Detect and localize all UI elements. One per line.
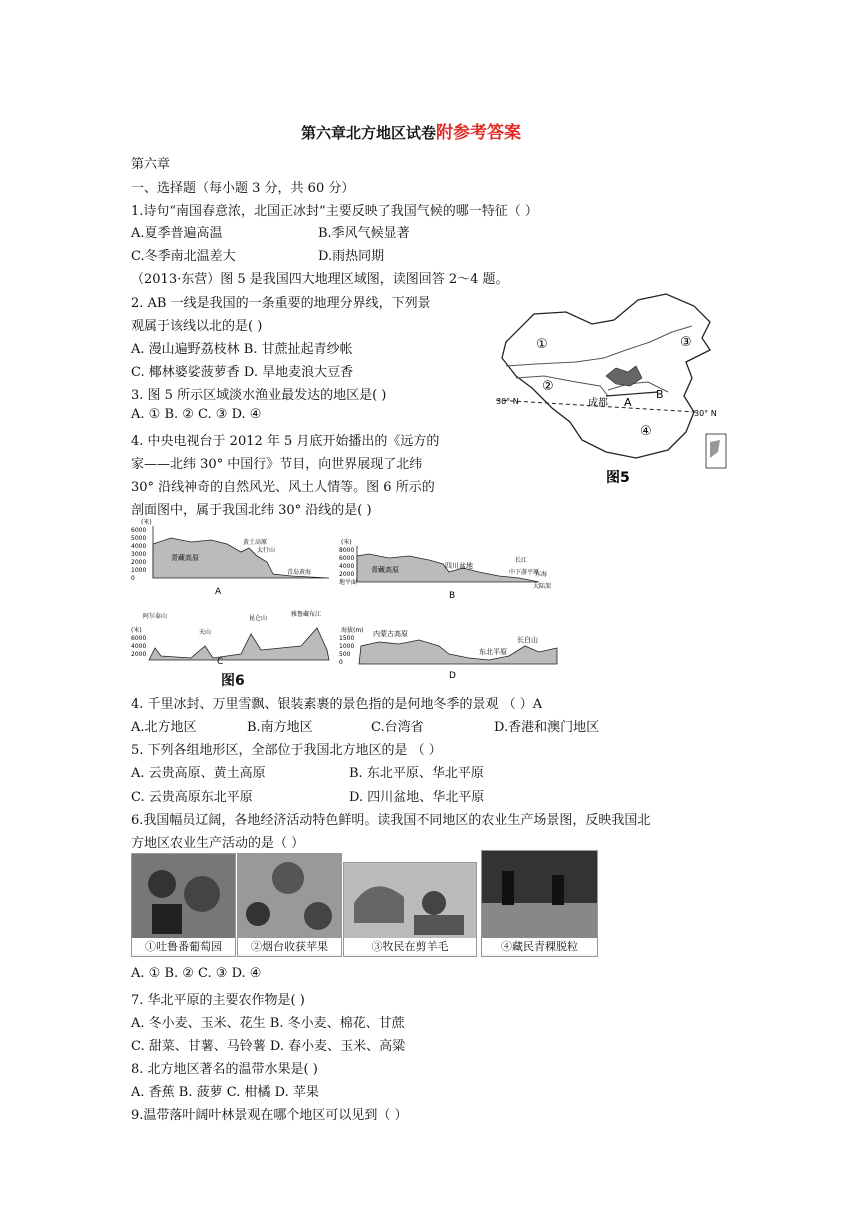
profile-b-tick: 地平面 [339, 579, 358, 586]
question-3: 3. 图 5 所示区域淡水渔业最发达的地区是( ) [131, 388, 387, 403]
photo-apple-harvest [237, 853, 342, 957]
profile-d-tick: 500 [339, 651, 351, 658]
profile-a-label: 青藏高原 [171, 554, 199, 562]
profile-c-tick: 6000 [131, 635, 147, 642]
profile-d-tick: 0 [339, 659, 343, 666]
profile-c-tick: 4000 [131, 643, 147, 650]
profile-d-unit: 海拔(m) [341, 627, 364, 634]
photo-sheep-shearing [343, 862, 477, 957]
map-point-b: B [656, 388, 664, 401]
q3-options: A. ① B. ② C. ③ D. ④ [131, 407, 262, 422]
map-region-2: ② [542, 379, 554, 394]
question-6: 6.我国幅员辽阔，各地经济活动特色鲜明。读我国不同地区的农业生产场景图，反映我国北 [131, 813, 651, 828]
photo-grape-orchard [131, 853, 236, 957]
question-4-cont2: 30° 沿线神奇的自然风光、风土人情等。图 6 所示的 [131, 480, 435, 495]
map-caption: 图5 [606, 470, 630, 486]
photo-1-caption: ①吐鲁番葡萄园 [132, 938, 235, 954]
profile-c-tick: 2000 [131, 651, 147, 658]
question-2: 2. AB 一线是我国的一条重要的地理分界线，下列景 [131, 296, 431, 311]
photo-4-caption: ④藏民青稞脱粒 [482, 938, 597, 954]
q8-options: A. 香蕉 B. 菠萝 C. 柑橘 D. 苹果 [131, 1085, 319, 1100]
profile-c-letter: C [217, 657, 224, 666]
q2-options-ab: A. 漫山遍野荔枝林 B. 甘蔗扯起青纱帐 [131, 342, 353, 357]
profile-b-label: 大陆架 [533, 583, 552, 590]
q7-options-ab: A. 冬小麦、玉米、花生 B. 冬小麦、棉花、甘蔗 [131, 1016, 405, 1031]
photo-2-caption: ②烟台收获苹果 [238, 938, 341, 954]
profile-b [339, 538, 557, 600]
question-7: 7. 华北平原的主要农作物是( ) [131, 993, 305, 1008]
question-6-cont: 方地区农业生产活动的是（ ） [131, 836, 305, 851]
profile-b-tick: 2000 [339, 571, 355, 578]
title-answer-tag: 附参考答案 [436, 123, 522, 143]
profile-b-label: 青藏高原 [371, 566, 399, 574]
question-2-cont: 观属于该线以北的是( ) [131, 319, 263, 334]
map-region-3: ③ [680, 335, 692, 350]
profile-d [339, 626, 559, 682]
profile-c-label: 天山 [199, 629, 212, 636]
q4b-option-a: A.北方地区 [131, 720, 197, 735]
profile-a-tick: 3000 [131, 551, 147, 558]
profile-b-unit: (米) [341, 539, 352, 546]
figure-5-map [496, 292, 728, 488]
page-title [301, 118, 521, 143]
profile-b-tick: 6000 [339, 555, 355, 562]
profile-a-label: 青岛黄海 [287, 569, 312, 576]
q6-options: A. ① B. ② C. ③ D. ④ [131, 966, 262, 981]
profile-d-label: 长白山 [517, 636, 538, 644]
question-8: 8. 北方地区著名的温带水果是( ) [131, 1062, 318, 1077]
question-4: 4. 中央电视台于 2012 年 5 月底开始播出的《远方的 [131, 434, 440, 449]
map-lat-right: 30° N [694, 409, 717, 418]
profile-a-tick: 4000 [131, 543, 147, 550]
profile-a [131, 516, 331, 598]
q5-option-d: D. 四川盆地、华北平原 [349, 790, 485, 805]
profile-a-tick: 6000 [131, 527, 147, 534]
question-5: 5. 下列各组地形区，全部位于我国北方地区的是 （ ） [131, 743, 442, 758]
profile-d-label: 内蒙古高原 [373, 630, 408, 638]
q4b-option-b: B.南方地区 [247, 720, 313, 735]
profile-c-label: 雅鲁藏布江 [291, 611, 322, 618]
profile-c-label: 阿尔泰山 [143, 613, 168, 620]
q1-option-a: A.夏季普遍高温 [131, 226, 223, 241]
question-4-cont1: 家——北纬 30° 中国行》节目，向世界展现了北纬 [131, 457, 423, 472]
chapter-label: 第六章 [131, 157, 171, 172]
question-1: 1.诗句“南国春意浓，北国正冰封”主要反映了我国气候的哪一特征（ ） [131, 204, 538, 219]
q5-option-b: B. 东北平原、华北平原 [349, 766, 484, 781]
question-9: 9.温带落叶阔叶林景观在哪个地区可以见到（ ） [131, 1108, 408, 1123]
q1-option-c: C.冬季南北温差大 [131, 249, 236, 264]
q2-options-cd: C. 椰林婆娑菠萝香 D. 旱地麦浪大豆香 [131, 365, 354, 380]
photo-barley-threshing [481, 850, 598, 957]
profile-a-label: 太行山 [257, 547, 276, 554]
profile-a-tick: 5000 [131, 535, 147, 542]
profile-a-unit: (米) [141, 519, 152, 526]
profile-b-label: 长江 [515, 557, 528, 564]
map-city-chengdu: 成都 [588, 398, 608, 409]
q5-option-a: A. 云贵高原、黄土高原 [131, 766, 266, 781]
profile-a-tick: 0 [131, 575, 135, 582]
map-region-4: ④ [640, 424, 652, 439]
q7-options-cd: C. 甜菜、甘薯、马铃薯 D. 春小麦、玉米、高粱 [131, 1039, 406, 1054]
profile-d-letter: D [449, 671, 456, 681]
q1-option-d: D.雨热同期 [318, 249, 385, 264]
profile-d-tick: 1500 [339, 635, 355, 642]
profile-b-tick: 4000 [339, 563, 355, 570]
profile-b-tick: 8000 [339, 547, 355, 554]
profile-b-label: 东海 [535, 571, 548, 578]
map-point-a: A [624, 396, 632, 409]
q4b-option-c: C.台湾省 [371, 720, 424, 735]
photo-3-caption: ③牧民在剪羊毛 [344, 938, 476, 954]
q4b-option-d: D.香港和澳门地区 [494, 720, 600, 735]
section-heading: 一、选择题（每小题 3 分，共 60 分） [131, 181, 355, 196]
q5-option-c: C. 云贵高原东北平原 [131, 790, 253, 805]
profile-b-letter: B [449, 591, 456, 600]
title-main: 第六章北方地区试卷 [301, 124, 437, 142]
profile-c [131, 610, 331, 666]
profile-d-tick: 1000 [339, 643, 355, 650]
profile-a-tick: 2000 [131, 559, 147, 566]
profile-c-label: 昆仑山 [249, 615, 268, 622]
question-4b: 4. 千里冰封、万里雪飘、银装素裹的景色指的是何地冬季的景观 （ ）A [131, 697, 543, 712]
profile-a-letter: A [215, 587, 222, 597]
map-region-1: ① [536, 337, 548, 352]
profile-a-label: 黄土高原 [243, 539, 268, 546]
profile-a-tick: 1000 [131, 567, 147, 574]
profile-b-label: 四川盆地 [445, 562, 473, 570]
q1-option-b: B.季风气候显著 [318, 226, 410, 241]
profile-d-label: 东北平原 [479, 648, 507, 656]
figure-6-caption: 图6 [221, 673, 245, 689]
profile-c-unit: (米) [131, 627, 142, 634]
map-lat-left: 30° N [496, 397, 519, 406]
figure-intro: （2013·东营）图 5 是我国四大地理区域图，读图回答 2～4 题。 [131, 272, 509, 287]
question-4-cont3: 剖面图中，属于我国北纬 30° 沿线的是( ) [131, 503, 372, 518]
profile-b-label: 中下游平原 [509, 569, 540, 576]
